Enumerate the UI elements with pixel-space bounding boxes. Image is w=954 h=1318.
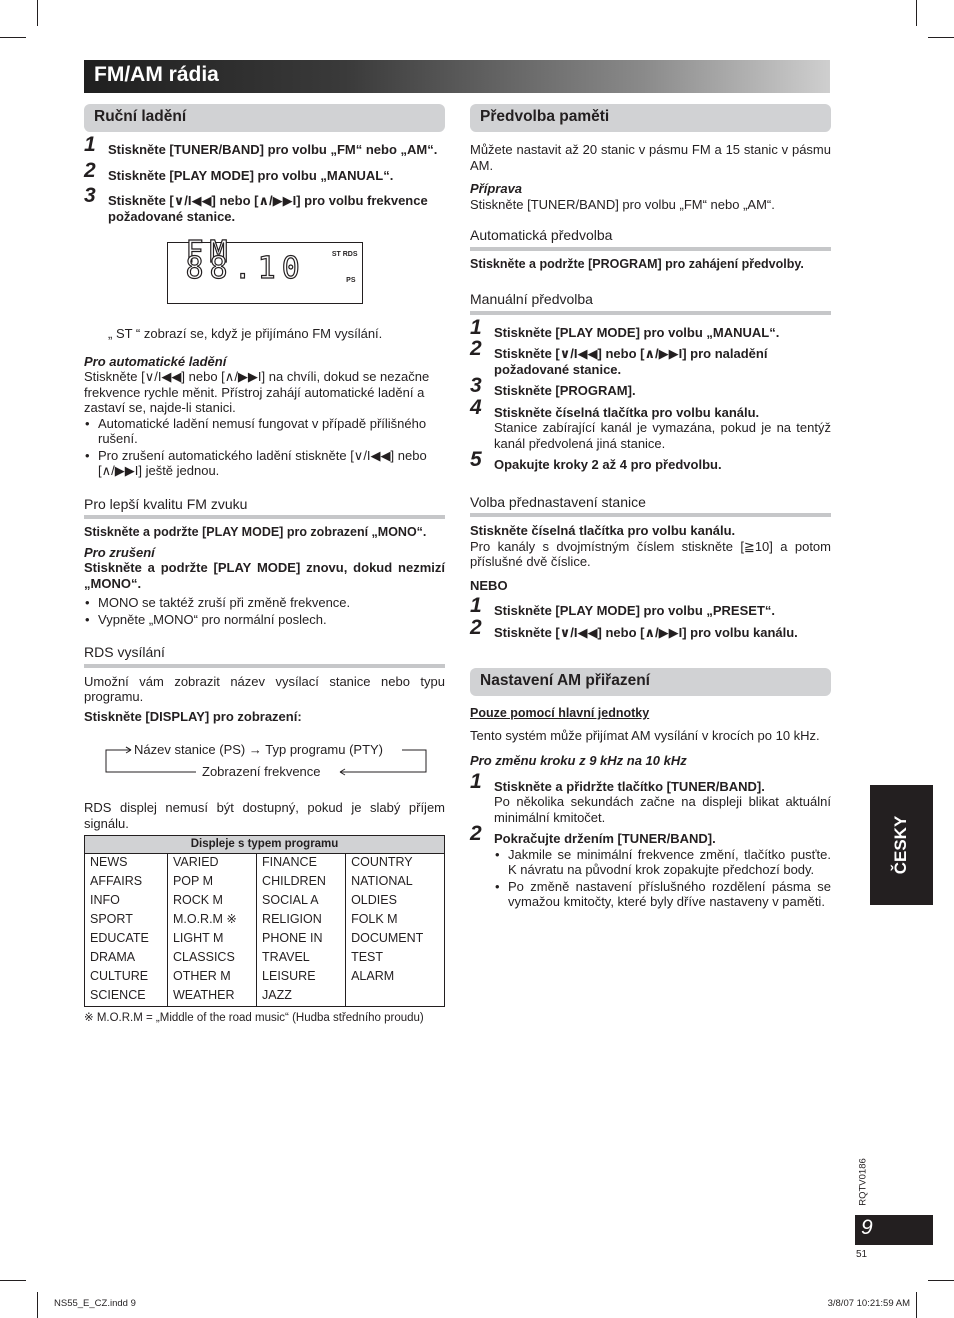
select-preset-bold: Stiskněte číselná tlačítka pro volbu kanálu. [470, 523, 736, 538]
prep-text: Stiskněte [TUNER/BAND] pro volbu „FM“ nebo „AM“. [470, 196, 775, 212]
table-cell: LEISURE [257, 968, 346, 987]
pty-table [84, 835, 445, 1007]
section-heading-am-step: Nastavení AM přiřazení [470, 668, 831, 696]
right-column [470, 104, 831, 916]
table-cell: ROCK M [167, 892, 256, 911]
table-cell: M.O.R.M ※ [167, 911, 256, 930]
cancel-label: Pro zrušení [84, 544, 155, 560]
table-cell: FINANCE [257, 854, 346, 874]
list-item: • Pro zrušení automatického ladění stiskněte [∨/I◀◀] nebo [∧/▶▶I] ještě jednou. [98, 448, 445, 479]
prep-label: Příprava [470, 181, 523, 196]
cancel-text: Stiskněte a podržte [PLAY MODE] znovu, dokud nezmizí „MONO“. [84, 560, 445, 591]
auto-tuning-label: Pro automatické ladění [84, 353, 227, 369]
step: 1 Stiskněte [TUNER/BAND] pro volbu „FM“ nebo „AM“. [84, 133, 438, 157]
step-detail: Stanice zabírající kanál je vymazána, pokud je na tentýž kanál předvolená jiná stanice. [494, 420, 831, 451]
lcd-frequency: FM 88.10 [185, 235, 306, 286]
step: 2 Stiskněte [∨/I◀◀] nebo [∧/▶▶I] pro volbu kanálu. [470, 625, 831, 641]
table-row [85, 892, 445, 911]
table-row [85, 949, 445, 968]
table-cell: OTHER M [167, 968, 256, 987]
crop-mark [0, 1280, 26, 1281]
rds-instruction: Stiskněte [DISPLAY] pro zobrazení: [84, 708, 302, 724]
select-preset-text: Pro kanály s dvojmístným číslem stiskněte [≧10] a potom příslušné dvě číslice. [470, 538, 831, 569]
crop-mark [37, 0, 38, 26]
page-title: FM/AM rádia [94, 63, 219, 86]
step-text: Stiskněte [∨/I◀◀] nebo [∧/▶▶I] pro naladění požadované stanice. [494, 346, 768, 377]
am-step1-bold: Stiskněte a přidržte tlačítko [TUNER/BAND]. [494, 778, 765, 794]
table-cell: AFFAIRS [85, 873, 168, 892]
step-text: Stiskněte [∨/I◀◀] nebo [∧/▶▶I] pro volbu kanálu. [494, 624, 798, 640]
step: 5 Opakujte kroky 2 až 4 pro předvolbu. [470, 457, 831, 473]
table-cell: VARIED [167, 854, 256, 874]
step: 1 Stiskněte [PLAY MODE] pro volbu „MANUAL“. [470, 325, 831, 341]
preset-intro: Můžete nastavit až 20 stanic v pásmu FM a 15 stanic v pásmu AM. [470, 142, 831, 173]
crop-mark [928, 1280, 954, 1281]
step-text: Stiskněte číselná tlačítka pro volbu kanálu. [494, 404, 760, 420]
table-cell: CLASSICS [167, 949, 256, 968]
step-text: Opakujte kroky 2 až 4 pro předvolbu. [494, 457, 722, 472]
auto-tuning-notes [84, 416, 445, 479]
section-heading-manual-tuning: Ruční ladění [84, 104, 445, 132]
step: 1 Stiskněte [PLAY MODE] pro volbu „PRESET“. [470, 603, 831, 619]
list-item: • MONO se taktéž zruší při změně frekvence. [98, 595, 445, 611]
sub-page-number: 51 [856, 1249, 868, 1260]
left-column [84, 104, 445, 1027]
rds-note: RDS displej nemusí být dostupný, pokud je slabý příjem signálu. [84, 800, 445, 831]
crop-mark [0, 37, 26, 38]
pty-table-header: Displeje s typem programu [85, 836, 445, 854]
footer-timestamp: 3/8/07 10:21:59 AM [827, 1298, 910, 1309]
manual-preset-steps [470, 315, 831, 473]
table-cell: NATIONAL [346, 873, 445, 892]
table-cell: ALARM [346, 968, 445, 987]
am-change-label: Pro změnu kroku z 9 kHz na 10 kHz [470, 753, 687, 768]
table-cell: DOCUMENT [346, 930, 445, 949]
step: 3 Stiskněte [PROGRAM]. [470, 383, 831, 399]
crop-mark [928, 37, 954, 38]
am-intro: Tento systém může přijímat AM vysílání v krocích po 10 kHz. [470, 727, 820, 743]
display-cycle-top: Název stanice (PS) → Typ programu (PTY) [134, 742, 384, 757]
table-cell: CHILDREN [257, 873, 346, 892]
subheading-rds: RDS vysílání [84, 645, 445, 668]
table-cell: DRAMA [85, 949, 168, 968]
auto-tuning-text: Stiskněte [∨/I◀◀] nebo [∧/▶▶I] na chvíli, dokud se nezačne frekvence rychle měnit. Přístroj zahájí automatické ladění a zastaví se, najde-li stanici. [84, 369, 430, 415]
list-item: • Jakmile se minimální frekvence změní, tlačítko pusťte. K návratu na původní krok zopakujte předchozí body. [508, 847, 831, 878]
table-cell: SOCIAL A [257, 892, 346, 911]
morm-footnote: ※ M.O.R.M = „Middle of the road music“ (Hudba středního proudu) [84, 1012, 424, 1024]
table-cell: OLDIES [346, 892, 445, 911]
step-text: Stiskněte [PROGRAM]. [494, 383, 636, 398]
language-tab: ČESKY [870, 785, 933, 905]
table-cell: TEST [346, 949, 445, 968]
rds-intro: Umožní vám zobrazit název vysílací stanice nebo typu programu. [84, 673, 445, 704]
step-text: Stiskněte [PLAY MODE] pro volbu „MANUAL“. [494, 324, 780, 340]
page-number: 9 [861, 1216, 873, 1239]
table-cell: NEWS [85, 854, 168, 874]
step: 1 Stiskněte a přidržte tlačítko [TUNER/BAND]. Po několika sekundách začne na displeji blikat aktuální minimální kmitočet. [470, 769, 831, 825]
table-cell: LIGHT M [167, 930, 256, 949]
list-item: • Automatické ladění nemusí fungovat v případě přílišného rušení. [98, 416, 445, 447]
st-note: „ ST “ zobrazí se, když je přijímáno FM vysílání. [108, 326, 383, 341]
step: 3 Stiskněte [∨/I◀◀] nebo [∧/▶▶I] pro volbu frekvence požadované stanice. [84, 184, 428, 224]
step: 4 Stiskněte číselná tlačítka pro volbu kanálu. Stanice zabírající kanál je vymazána, pokud je na tentýž kanál předvolená jiná stanice. [470, 395, 831, 451]
table-cell: EDUCATE [85, 930, 168, 949]
table-cell: JAZZ [257, 987, 346, 1007]
step: 2 Stiskněte [∨/I◀◀] nebo [∧/▶▶I] pro naladění požadované stanice. [470, 346, 831, 377]
display-cycle-bottom: Zobrazení frekvence [202, 764, 321, 779]
table-cell: TRAVEL [257, 949, 346, 968]
step-text: Stiskněte [PLAY MODE] pro volbu „PRESET“. [494, 603, 775, 618]
list-item: • Po změně nastavení příslušného rozdělení pásma se vymažou kmitočty, které byly dříve nastaveny v paměti. [508, 879, 831, 910]
table-cell: SPORT [85, 911, 168, 930]
crop-mark [916, 1292, 917, 1318]
mono-notes [84, 595, 445, 627]
step: 2 Pokračujte držením [TUNER/BAND]. • Jakmile se minimální frekvence změní, tlačítko pusťte. K návratu na původní krok zopakujte předchozí body. • Po změně nastavení příslušného rozdělení pásma se vymažou kmitočty, které byly dříve nastaveny v paměti. [470, 831, 831, 910]
table-row [85, 911, 445, 930]
section-heading-preset: Předvolba paměti [470, 104, 831, 132]
table-cell: RELIGION [257, 911, 346, 930]
table-cell: CULTURE [85, 968, 168, 987]
table-cell: COUNTRY [346, 854, 445, 874]
lcd-st-rds-indicator: ST RDS [331, 251, 358, 258]
subheading-select-preset: Volba přednastavení stanice [470, 495, 831, 518]
mono-instruction: Stiskněte a podržte [PLAY MODE] pro zobrazení „MONO“. [84, 525, 427, 539]
only-main-unit: Pouze pomocí hlavní jednotky [470, 706, 650, 720]
table-cell: SCIENCE [85, 987, 168, 1007]
document-code: RQTV0186 [857, 1158, 869, 1206]
am-step2-bold: Pokračujte držením [TUNER/BAND]. [494, 831, 716, 846]
subheading-fm-quality: Pro lepší kvalitu FM zvuku [84, 497, 445, 520]
auto-preset-text: Stiskněte a podržte [PROGRAM] pro zahájení předvolby. [470, 256, 804, 271]
page-title-bar [84, 60, 830, 93]
crop-mark [916, 0, 917, 26]
page-number-box [855, 1215, 933, 1245]
table-row [85, 968, 445, 987]
am-step2-notes [494, 847, 831, 910]
lcd-display-illustration [167, 235, 363, 304]
display-cycle-diagram [84, 736, 445, 788]
footer-file-name: NS55_E_CZ.indd 9 [54, 1298, 136, 1309]
crop-mark [37, 1292, 38, 1318]
table-row [85, 854, 445, 874]
list-item: • Vypněte „MONO“ pro normální poslech. [98, 612, 445, 628]
subheading-manual-preset: Manuální předvolba [470, 292, 831, 315]
lcd-ps-indicator: PS [346, 277, 356, 284]
table-row [85, 873, 445, 892]
table-cell: POP M [167, 873, 256, 892]
table-cell: FOLK M [346, 911, 445, 930]
table-row [85, 987, 445, 1007]
select-preset-steps [470, 594, 831, 640]
or-label: NEBO [470, 577, 508, 593]
am-step1-text: Po několika sekundách začne na displeji blikat aktuální minimální kmitočet. [494, 794, 831, 825]
table-row [85, 930, 445, 949]
table-cell: INFO [85, 892, 168, 911]
step: 2 Stiskněte [PLAY MODE] pro volbu „MANUAL“. [84, 158, 394, 183]
table-cell: PHONE IN [257, 930, 346, 949]
table-cell [346, 987, 445, 1007]
table-cell: WEATHER [167, 987, 256, 1007]
subheading-auto-preset: Automatická předvolba [470, 228, 831, 251]
